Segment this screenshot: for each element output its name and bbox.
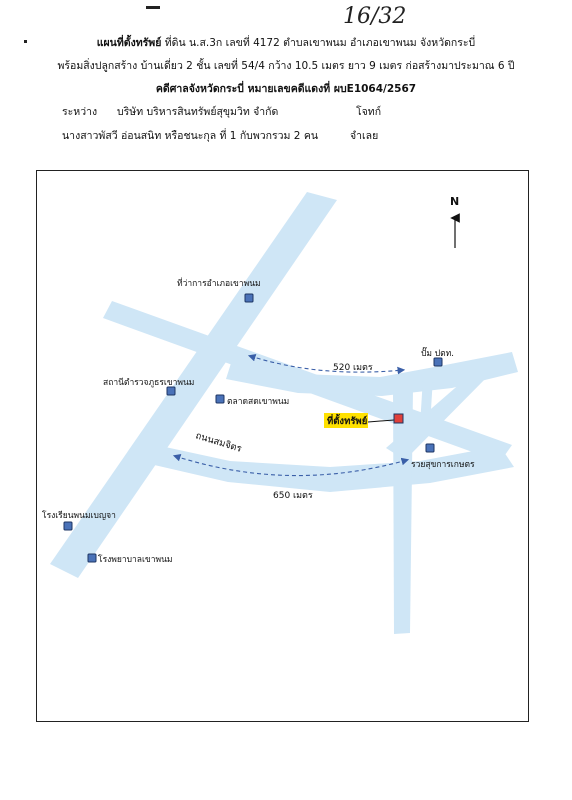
landmarks <box>64 294 442 562</box>
shop-label: รวยสุขการเกษตร <box>411 460 475 470</box>
roads <box>50 192 518 634</box>
defendant-name: นางสาวพัสวี อ่อนสนิท หรือชนะกุล ที่ 1 กับพวกรวม 2 คน <box>62 130 319 142</box>
police-station-label: สถานีตำรวจภูธรเขาพนม <box>103 378 195 388</box>
shop-icon <box>426 444 434 452</box>
header-title: แผนที่ตั้งทรัพย์ <box>96 37 162 49</box>
header-land-info: ที่ดิน น.ส.3ก เลขที่ 4172 ตำบลเขาพนม อำเภอเขาพนม จังหวัดกระบี่ <box>164 37 476 49</box>
case-number: คดีศาลจังหวัดกระบี่ หมายเลขคดีแดงที่ ผบE1064/2567 <box>155 83 417 95</box>
road-name-label: ถนนสมจิตร <box>194 430 243 455</box>
market-label: ตลาดสดเขาพนม <box>227 397 290 407</box>
school-label: โรงเรียนพนมเบญจา <box>42 511 116 521</box>
property-label: ที่ตั้งทรัพย์ <box>327 416 368 427</box>
between-label: ระหว่าง <box>62 106 98 118</box>
road-east-vertical <box>393 388 413 634</box>
header-line-2: พร้อมสิ่งปลูกสร้าง บ้านเดี่ยว 2 ชั้น เลขที่ 54/4 กว้าง 10.5 เมตร ยาว 9 เมตร ก่อสร้างมาประมาณ 6 ปี <box>57 60 515 72</box>
distance-label-lower: 650 เมตร <box>273 491 313 501</box>
north-label: N <box>450 195 460 208</box>
gas-station-label: ปั๊ม ปตท. <box>421 349 454 359</box>
school-icon <box>64 522 72 530</box>
distance-label-upper: 520 เมตร <box>333 363 373 373</box>
hospital-label: โรงพยาบาลเขาพนม <box>98 555 173 565</box>
gas-station-icon <box>434 358 442 366</box>
district-office-icon <box>245 294 253 302</box>
police-station-icon <box>167 387 175 395</box>
defendant-role: จำเลย <box>350 130 379 142</box>
hospital-icon <box>88 554 96 562</box>
market-icon <box>216 395 224 403</box>
property-marker-icon <box>394 414 403 423</box>
plaintiff-role: โจทก์ <box>356 106 382 118</box>
page-number: 16/32 <box>343 4 407 29</box>
plaintiff-name: บริษัท บริหารสินทรัพย์สุขุมวิท จำกัด <box>117 106 279 118</box>
north-arrow <box>450 195 459 248</box>
district-office-label: ที่ว่าการอำเภอเขาพนม <box>177 279 261 289</box>
